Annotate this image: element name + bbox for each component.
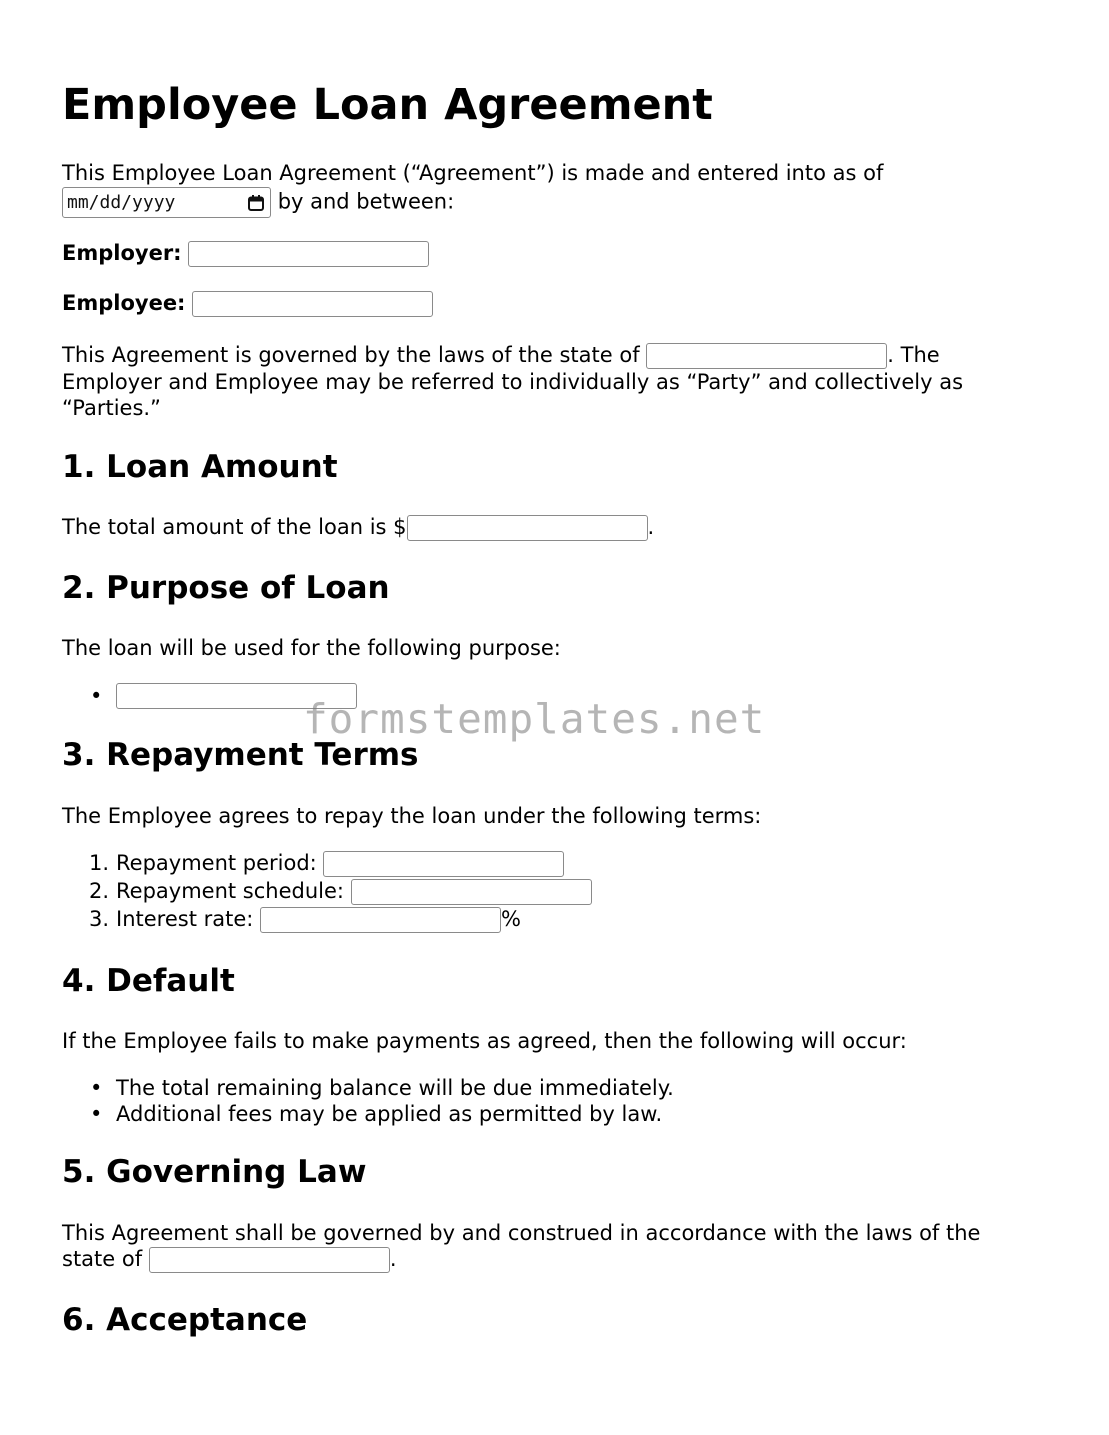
list-item (62, 682, 357, 710)
employer-row (62, 240, 1037, 267)
employer-input[interactable] (188, 241, 429, 267)
employer-label: Employer: (62, 241, 182, 265)
default-list (62, 1075, 674, 1127)
list-item (62, 905, 592, 933)
page-title: Employee Loan Agreement (62, 80, 713, 130)
section-5-heading: 5. Governing Law (62, 1154, 367, 1190)
list-item (62, 877, 592, 905)
section-6-heading: 6. Acceptance (62, 1302, 308, 1338)
item-number: 1. (89, 851, 110, 875)
loan-amount-text: The total amount of the loan is $ (62, 515, 407, 539)
purpose-input[interactable] (116, 683, 357, 709)
governing-law-state-input[interactable] (149, 1247, 390, 1273)
interest-rate-label: Interest rate: (116, 907, 254, 931)
repayment-schedule-label: Repayment schedule: (116, 879, 344, 903)
agreement-date-input[interactable] (62, 187, 271, 218)
section-4-heading: 4. Default (62, 963, 235, 999)
governing-state-input[interactable] (646, 343, 887, 369)
governing-state-paragraph (62, 342, 1037, 421)
loan-amount-paragraph (62, 514, 1037, 541)
employee-input[interactable] (192, 291, 433, 317)
governing-law-paragraph (62, 1220, 1037, 1273)
purpose-paragraph: The loan will be used for the following purpose: (62, 636, 561, 660)
default-paragraph: If the Employee fails to make payments as agreed, then the following will occur: (62, 1029, 907, 1053)
repayment-terms-list (62, 849, 592, 933)
intro-paragraph (62, 160, 1037, 218)
list-item: • The total remaining balance will be due immediately. (62, 1075, 674, 1101)
governing-law-suffix: . (389, 1247, 397, 1271)
employee-row (62, 290, 1037, 317)
repayment-period-label: Repayment period: (116, 851, 317, 875)
loan-amount-input[interactable] (407, 515, 648, 541)
repayment-paragraph: The Employee agrees to repay the loan under the following terms: (62, 804, 762, 828)
intro-text-after: by and between: (277, 189, 455, 214)
intro-text: This Employee Loan Agreement (“Agreement”) is made and entered into as of (62, 161, 884, 185)
governed-text-after: . The Employer and Employee may be referred to individually as “Party” and collectively as “Parties.” (62, 343, 964, 420)
section-3-heading: 3. Repayment Terms (62, 737, 419, 773)
list-item: • Additional fees may be applied as permitted by law. (62, 1101, 674, 1127)
repayment-schedule-input[interactable] (351, 879, 592, 905)
governing-law-text: This Agreement shall be governed by and construed in accordance with the laws of the state of (62, 1221, 981, 1271)
item-number: 2. (89, 879, 110, 903)
repayment-period-input[interactable] (323, 851, 564, 877)
item-number: 3. (89, 907, 110, 931)
section-1-heading: 1. Loan Amount (62, 449, 338, 485)
date-placeholder: mm/dd/yyyy (67, 192, 176, 213)
watermark-text: formstemplates.net (303, 695, 766, 743)
percent-sign: % (501, 907, 521, 931)
loan-amount-suffix: . (647, 515, 655, 539)
section-2-heading: 2. Purpose of Loan (62, 570, 390, 606)
list-item (62, 849, 592, 877)
employee-label: Employee: (62, 291, 186, 315)
purpose-list (62, 682, 357, 710)
calendar-icon[interactable] (247, 194, 265, 212)
governed-text: This Agreement is governed by the laws of the state of (62, 343, 640, 367)
interest-rate-input[interactable] (260, 907, 501, 933)
